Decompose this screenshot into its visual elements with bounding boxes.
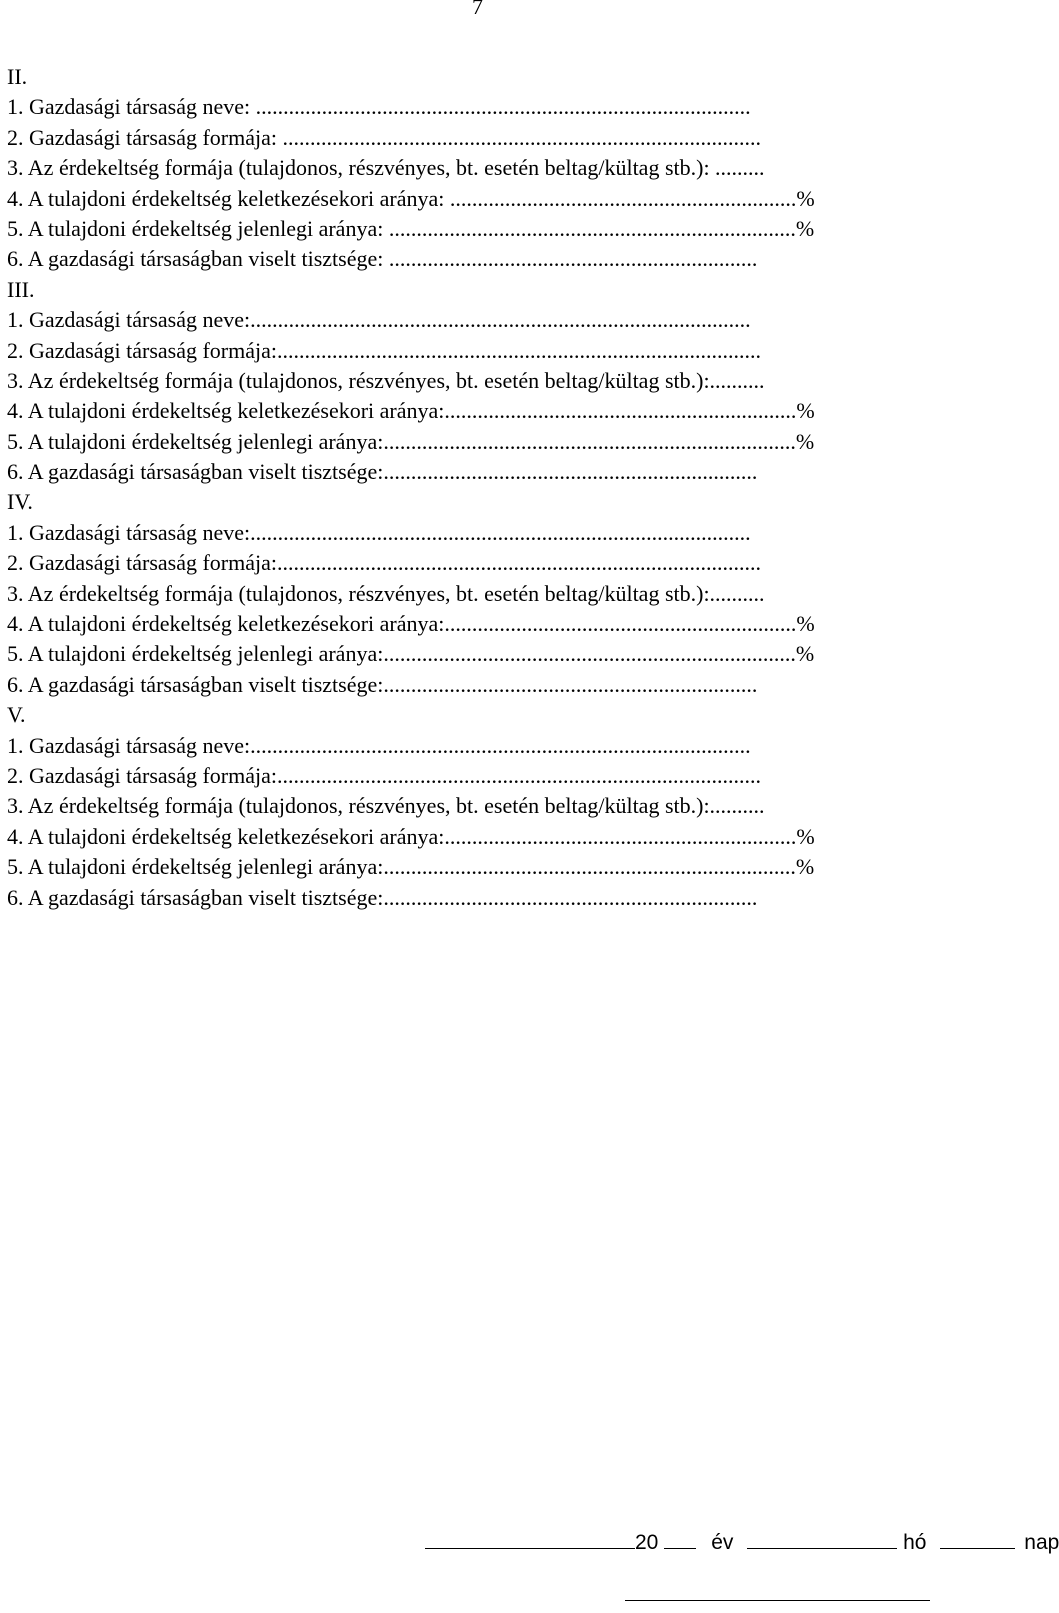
date-line: [425, 1528, 1059, 1556]
month-label: hó: [903, 1531, 927, 1554]
form-body: [7, 62, 947, 913]
year-suffix-blank[interactable]: [664, 1528, 696, 1549]
form-line: 6. A gazdasági társaságban viselt tisztsége:....................................................................: [7, 671, 758, 697]
form-line: 3. Az érdekeltség formája (tulajdonos, részvényes, bt. esetén beltag/kültag stb.):..........: [7, 367, 765, 393]
form-line: 6. A gazdasági társaságban viselt tisztsége:....................................................................: [7, 459, 758, 485]
form-line: 1. Gazdasági társaság neve:...........................................................................................: [7, 307, 751, 333]
form-line: 6. A gazdasági társaságban viselt tisztsége: ...................................................................: [7, 246, 758, 272]
form-line: 2. Gazdasági társaság formája: .......................................................................................: [7, 124, 761, 150]
form-line: 2. Gazdasági társaság formája:........................................................................................: [7, 337, 761, 363]
form-line: 4. A tulajdoni érdekeltség keletkezésekori aránya:................................................................%: [7, 611, 815, 637]
year-label: év: [711, 1531, 734, 1554]
form-line: 3. Az érdekeltség formája (tulajdonos, részvényes, bt. esetén beltag/kültag stb.):..........: [7, 793, 765, 819]
month-blank[interactable]: [747, 1528, 897, 1549]
form-line: 5. A tulajdoni érdekeltség jelenlegi aránya:...........................................................................%: [7, 854, 815, 880]
form-line: 1. Gazdasági társaság neve: ..........................................................................................: [7, 94, 751, 120]
form-line: 3. Az érdekeltség formája (tulajdonos, részvényes, bt. esetén beltag/kültag stb.): .........: [7, 155, 765, 181]
form-line: 5. A tulajdoni érdekeltség jelenlegi aránya:...........................................................................%: [7, 641, 815, 667]
year-prefix: 20: [635, 1531, 659, 1554]
day-label: nap: [1024, 1531, 1059, 1554]
form-line: 6. A gazdasági társaságban viselt tisztsége:....................................................................: [7, 884, 758, 910]
form-line: 4. A tulajdoni érdekeltség keletkezésekori aránya:................................................................%: [7, 823, 815, 849]
form-line: 1. Gazdasági társaság neve:...........................................................................................: [7, 732, 751, 758]
form-line: 3. Az érdekeltség formája (tulajdonos, részvényes, bt. esetén beltag/kültag stb.):..........: [7, 580, 765, 606]
form-line: 4. A tulajdoni érdekeltség keletkezésekori aránya:................................................................%: [7, 398, 815, 424]
year-blank[interactable]: [425, 1528, 635, 1549]
section-heading: III.: [7, 276, 35, 302]
section-heading: IV.: [7, 489, 33, 515]
form-line: 2. Gazdasági társaság formája:........................................................................................: [7, 550, 761, 576]
day-blank[interactable]: [940, 1528, 1015, 1549]
signature-line[interactable]: [625, 1600, 930, 1601]
section-heading: V.: [7, 702, 26, 728]
page-number: 7: [472, 0, 483, 19]
form-line: 5. A tulajdoni érdekeltség jelenlegi aránya:...........................................................................%: [7, 428, 815, 454]
section-heading: II.: [7, 64, 28, 89]
form-line: 2. Gazdasági társaság formája:........................................................................................: [7, 762, 761, 788]
form-line: 5. A tulajdoni érdekeltség jelenlegi aránya: ..........................................................................%: [7, 215, 815, 241]
form-line: 4. A tulajdoni érdekeltség keletkezésekori aránya: ...............................................................%: [7, 185, 815, 211]
form-line: 1. Gazdasági társaság neve:...........................................................................................: [7, 519, 751, 545]
